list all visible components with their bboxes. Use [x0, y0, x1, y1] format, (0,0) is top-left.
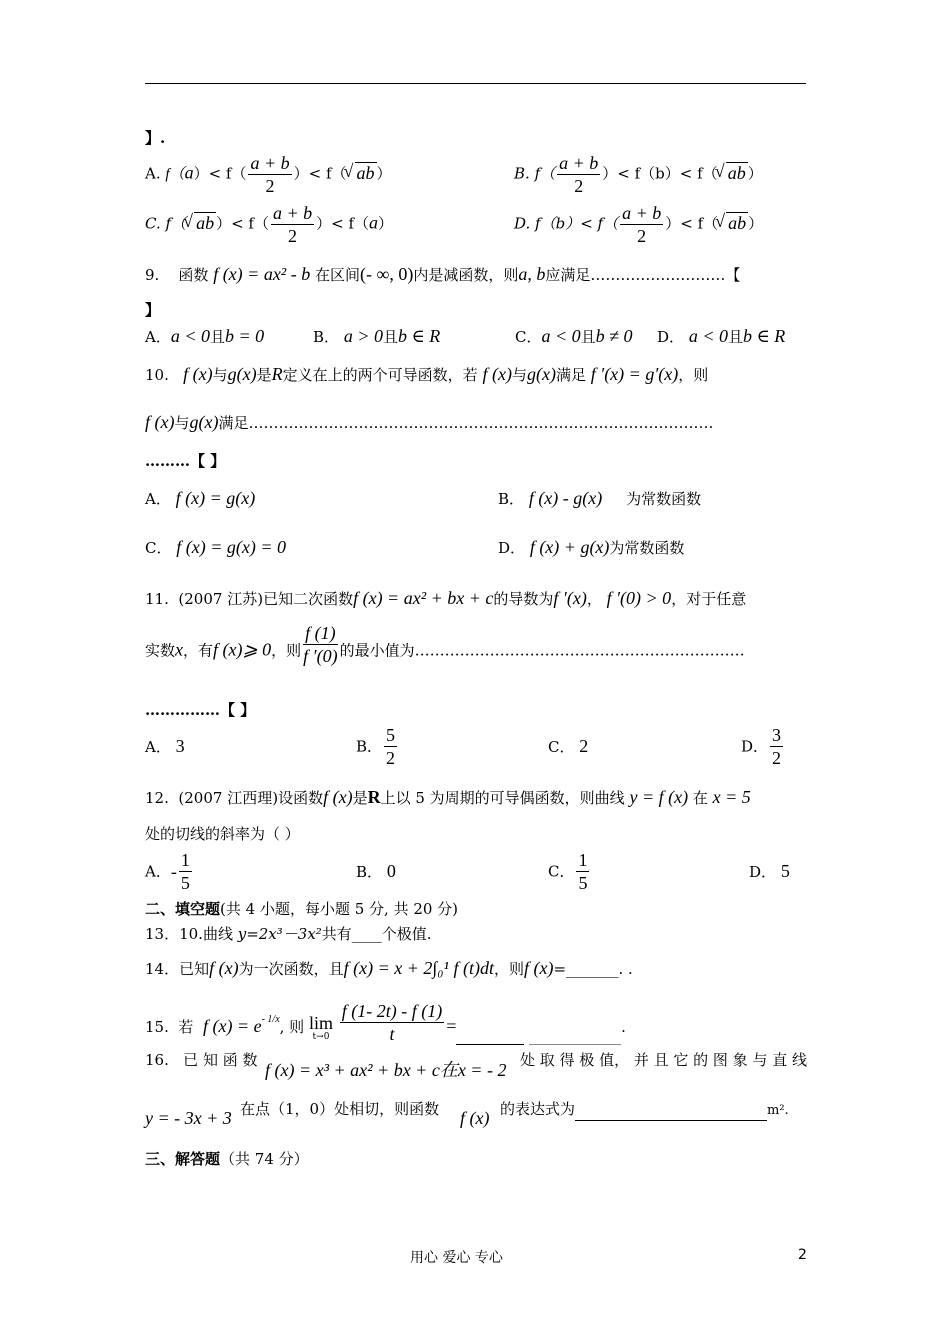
q8-option-d: D. f（b）< f（ $\frac{a + b}{2}$ ）< f（√ ab ）: [514, 202, 763, 247]
q10-line3: ………【 】: [145, 452, 226, 470]
q11-option-c: C． 2: [548, 736, 589, 756]
section-2-heading: 二、填空题(共 4 小题，每小题 5 分, 共 20 分): [145, 900, 459, 918]
page-number: 2: [798, 1247, 807, 1263]
q15-blank-1[interactable]: [456, 1044, 524, 1045]
q10-option-d: D． f (x) + g(x)为常数函数: [498, 537, 685, 557]
q16-line2: 在点（1，0）处相切，则函数: [240, 1100, 440, 1118]
q15: 15. 若 f $(x) = e^{- 1/x}$, 则 lim t→0 $\frac{f (1- 2t) - f (1)}{t}$ = .: [145, 1000, 626, 1044]
footer-motto: 用心 爱心 专心: [410, 1250, 503, 1266]
q8-bracket: 】.: [145, 129, 166, 147]
q9-option-a: A．a < 0且b = 0: [145, 326, 265, 346]
q9-stem: 9. 函数 f (x) = ax² - b 在区间(- ∞, 0)内是减函数，则a, b应满足………………………【: [145, 264, 741, 284]
header-rule: [145, 83, 806, 84]
q13: 13．10.曲线 y=2x³－3x²共有____个极值.: [145, 925, 432, 943]
q11-line3: ……………【 】: [145, 701, 256, 719]
q16-expr: f (x) = x³ + ax² + bx + c在x = - 2: [265, 1060, 507, 1080]
q8-option-b: B. f（ $\frac{a + b}{2}$ ）< f（b）< f（√ ab ）: [514, 152, 763, 197]
q10-option-c: C． f (x) = g(x) = 0: [145, 537, 287, 557]
q12-option-a: A．- $\frac{1}{5}$: [145, 850, 190, 893]
q10-line2: f (x)与g(x)满足…………………………………………………………………………………: [145, 412, 714, 432]
q15-blank-2[interactable]: [529, 1044, 621, 1045]
q12-option-d: D． 5: [749, 861, 790, 881]
q16-line1-rest: 处 取 得 极 值， 并 且 它 的 图 象 与 直 线: [520, 1051, 807, 1069]
q10-option-a: A． f (x) = g(x): [145, 488, 256, 508]
q9-option-d: D． a < 0且b ∈ R: [657, 326, 786, 346]
q9-option-b: B． a > 0且b ∈ R: [313, 326, 441, 346]
q16-line2-expr: y = - 3x + 3: [145, 1108, 232, 1128]
q11-stem: 11. (2007 江苏)已知二次函数f (x) = ax² + bx + c的导数为f ′(x)， f ′(0) > 0，对于任意: [145, 588, 747, 608]
q16-blank[interactable]: [575, 1104, 753, 1121]
q16-fx: f (x): [460, 1108, 490, 1128]
q16-line2-rest: 的表达式为 m².: [500, 1099, 789, 1121]
q14: 14．已知f (x)为一次函数，且f (x) = x + 2∫₀¹ f (t)dt，则f (x)=_______. .: [145, 958, 633, 978]
q9-bracket-end: 】: [145, 301, 161, 319]
q8-option-c: C. f（√ ab ）< f（ $\frac{a + b}{2}$ ）< f（a）: [145, 202, 393, 247]
q12-stem: 12. (2007 江西理)设函数f (x)是R上以 5 为周期的可导偶函数，则曲线 y = f (x) 在 x = 5: [145, 787, 751, 807]
q11-option-a: A． 3: [145, 736, 185, 756]
q9-options: [145, 326, 786, 347]
q12-option-b: B． 0: [356, 861, 396, 881]
q12-option-c: C． $\frac{1}{5}$: [548, 850, 588, 893]
q11-option-b: B． $\frac{5}{2}$: [356, 725, 396, 768]
q9-option-c: C．a < 0且b ≠ 0: [515, 326, 633, 346]
q10-stem: 10. f (x)与g(x)是R定义在上的两个可导函数，若 f (x)与g(x)满足 f ′(x) = g′(x)，则: [145, 364, 709, 384]
q16-line1: 16. 已 知 函 数: [145, 1051, 258, 1069]
q10-option-b: B． f (x) - g(x) 为常数函数: [498, 488, 702, 508]
section-3-heading: 三、解答题（共 74 分）: [145, 1150, 309, 1168]
q11-line2: 实数x，有f (x)⩾ 0，则 $\frac{f (1)}{f '(0)}$ 的最小值为…………………………………………………………: [145, 623, 745, 666]
q8-option-a: A. f（a）< f（ $\frac{a + b}{2}$ ）< f（√ ab ）: [145, 152, 392, 197]
q12-line2: 处的切线的斜率为（ ）: [145, 825, 300, 843]
q11-option-d: D． $\frac{3}{2}$: [741, 725, 782, 768]
